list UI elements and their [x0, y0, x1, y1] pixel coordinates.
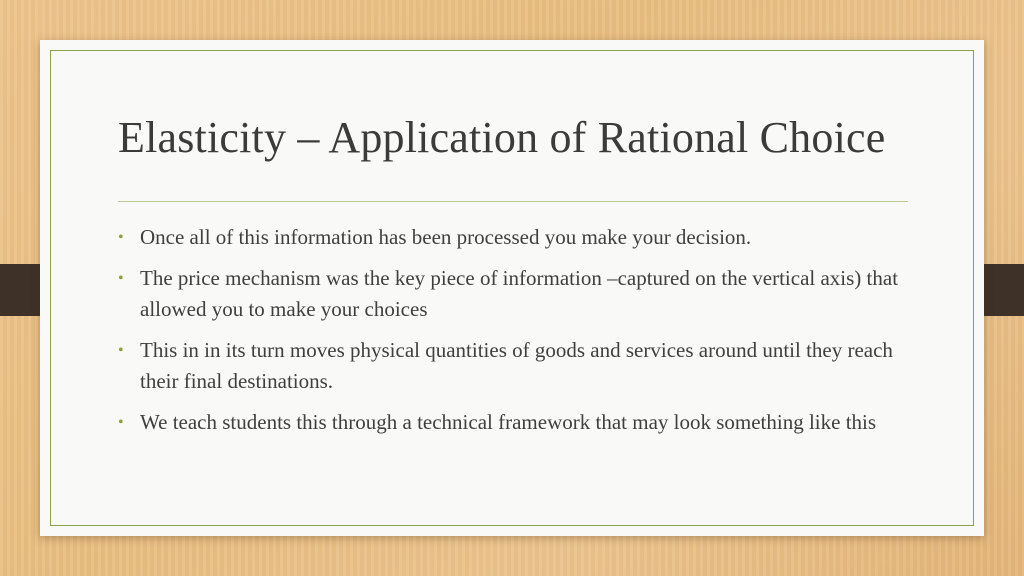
bullet-text: This in in its turn moves physical quantities of goods and services around until they reach their final destinations.	[140, 338, 893, 393]
bullet-item	[118, 335, 908, 397]
slide-title: Elasticity – Application of Rational Choice	[118, 113, 886, 162]
title-divider	[118, 201, 908, 202]
bullet-text: We teach students this through a technical framework that may look something like this	[140, 410, 877, 434]
bullet-text: The price mechanism was the key piece of information –captured on the vertical axis) that allowed you to make your choices	[140, 266, 899, 321]
bullet-icon: •	[118, 342, 124, 359]
bullet-text: Once all of this information has been processed you make your decision.	[140, 225, 752, 249]
bullet-icon: •	[118, 270, 124, 287]
bullet-list	[118, 222, 908, 448]
bullet-icon: •	[118, 414, 124, 431]
bullet-icon: •	[118, 229, 124, 246]
slide-card	[40, 40, 984, 536]
bullet-item	[118, 222, 908, 253]
bullet-item	[118, 407, 908, 438]
bullet-item	[118, 263, 908, 325]
